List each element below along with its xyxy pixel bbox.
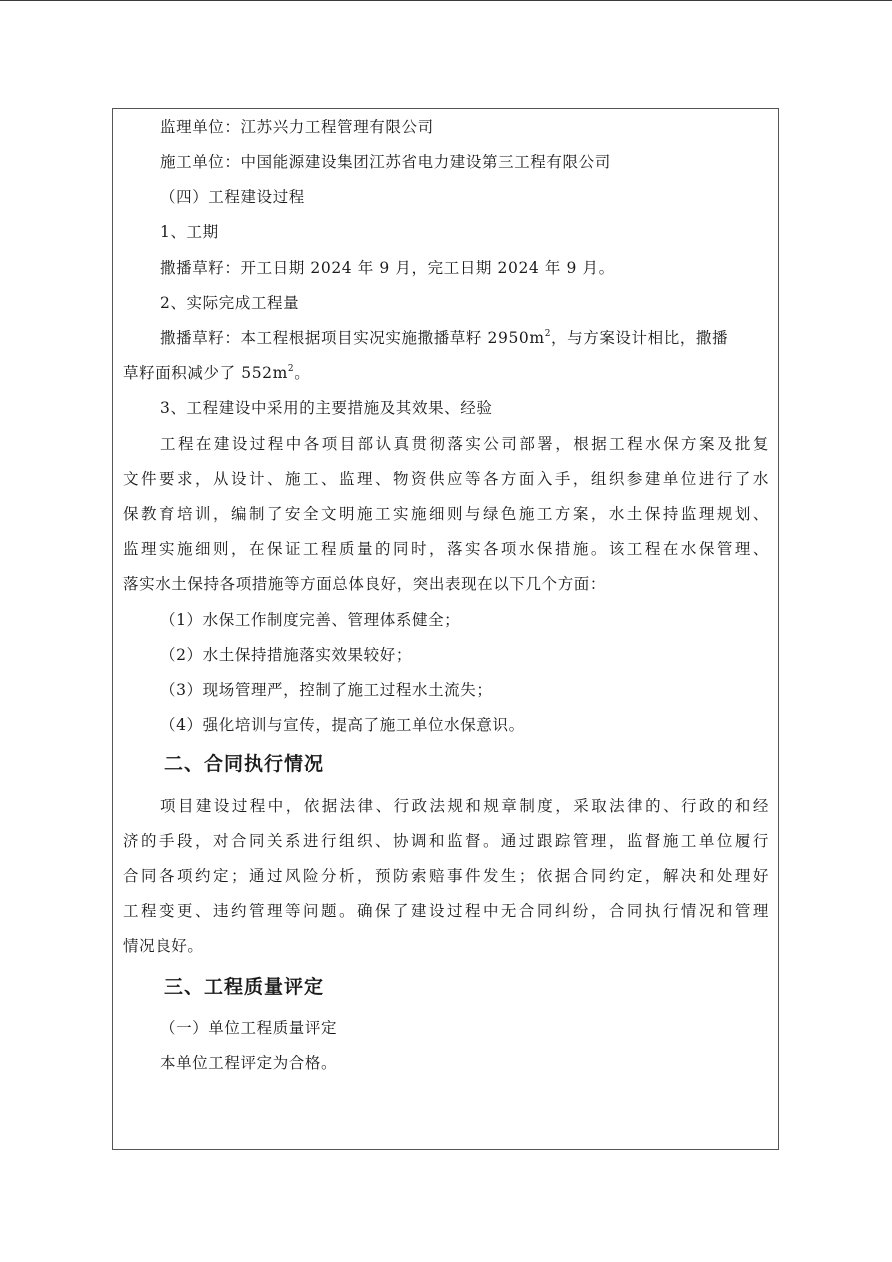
quality-result: 本单位工程评定为合格。 — [160, 1054, 338, 1072]
section-heading-contract: 二、合同执行情况 — [164, 753, 325, 775]
highlight-item: （1）水保工作制度完善、管理体系健全； — [160, 611, 461, 629]
highlight-item: （4）强化培训与宣传，提高了施工单位水保意识。 — [160, 716, 525, 734]
area-unit-superscript: 2 — [287, 364, 295, 374]
quantity-text-line-1 — [160, 328, 728, 348]
process-title: （四）工程建设过程 — [160, 188, 305, 206]
construction-unit: 施工单位：中国能源建设集团江苏省电力建设第三工程有限公司 — [160, 153, 611, 171]
measures-paragraph-line: 保教育培训，编制了安全文明施工实施细则与绿色施工方案，水土保持监理规划、 — [123, 505, 769, 523]
area-unit-superscript: 2 — [544, 329, 552, 339]
contract-paragraph-line: 情况良好。 — [123, 937, 204, 955]
quality-subtitle: （一）单位工程质量评定 — [160, 1019, 338, 1037]
measures-paragraph-line: 工程在建设过程中各项目部认真贯彻落实公司部署，根据工程水保方案及批复 — [160, 435, 769, 453]
period-title: 1、工期 — [160, 223, 219, 241]
quantity-text-part: ，与方案设计相比，撒播 — [551, 329, 729, 347]
measures-paragraph-line: 落实水土保持各项措施等方面总体良好，突出表现在以下几个方面： — [123, 575, 607, 593]
section-heading-quality: 三、工程质量评定 — [164, 976, 325, 998]
highlight-item: （3）现场管理严，控制了施工过程水土流失； — [160, 681, 493, 699]
period-text: 撒播草籽：开工日期 2024 年 9 月，完工日期 2024 年 9 月。 — [160, 259, 615, 277]
supervisor-unit: 监理单位：江苏兴力工程管理有限公司 — [160, 118, 434, 136]
measures-paragraph-line: 文件要求，从设计、施工、监理、物资供应等各方面入手，组织参建单位进行了水 — [123, 470, 769, 488]
measures-paragraph-line: 监理实施细则，在保证工程质量的同时，落实各项水保措施。该工程在水保管理、 — [123, 540, 769, 558]
measures-title: 3、工程建设中采用的主要措施及其效果、经验 — [160, 399, 493, 417]
page-top-rule — [0, 0, 892, 1]
contract-paragraph-line: 济的手段，对合同关系进行组织、协调和监督。通过跟踪管理，监督施工单位履行 — [123, 832, 769, 850]
quantity-text-line-2 — [123, 363, 310, 383]
contract-paragraph-line: 工程变更、违约管理等问题。确保了建设过程中无合同纠纷，合同执行情况和管理 — [123, 902, 769, 920]
quantity-text-part: 撒播草籽：本工程根据项目实况实施撒播草籽 2950m — [160, 329, 545, 347]
highlight-item: （2）水土保持措施落实效果较好； — [160, 646, 412, 664]
form-frame — [112, 108, 779, 1150]
quantity-text-part: 草籽面积减少了 552m — [123, 364, 288, 382]
quantity-title: 2、实际完成工程量 — [160, 294, 300, 312]
contract-paragraph-line: 项目建设过程中，依据法律、行政法规和规章制度，采取法律的、行政的和经 — [160, 797, 769, 815]
quantity-text-part: 。 — [294, 364, 311, 382]
contract-paragraph-line: 合同各项约定；通过风险分析，预防索赔事件发生；依据合同约定，解决和处理好 — [123, 867, 769, 885]
